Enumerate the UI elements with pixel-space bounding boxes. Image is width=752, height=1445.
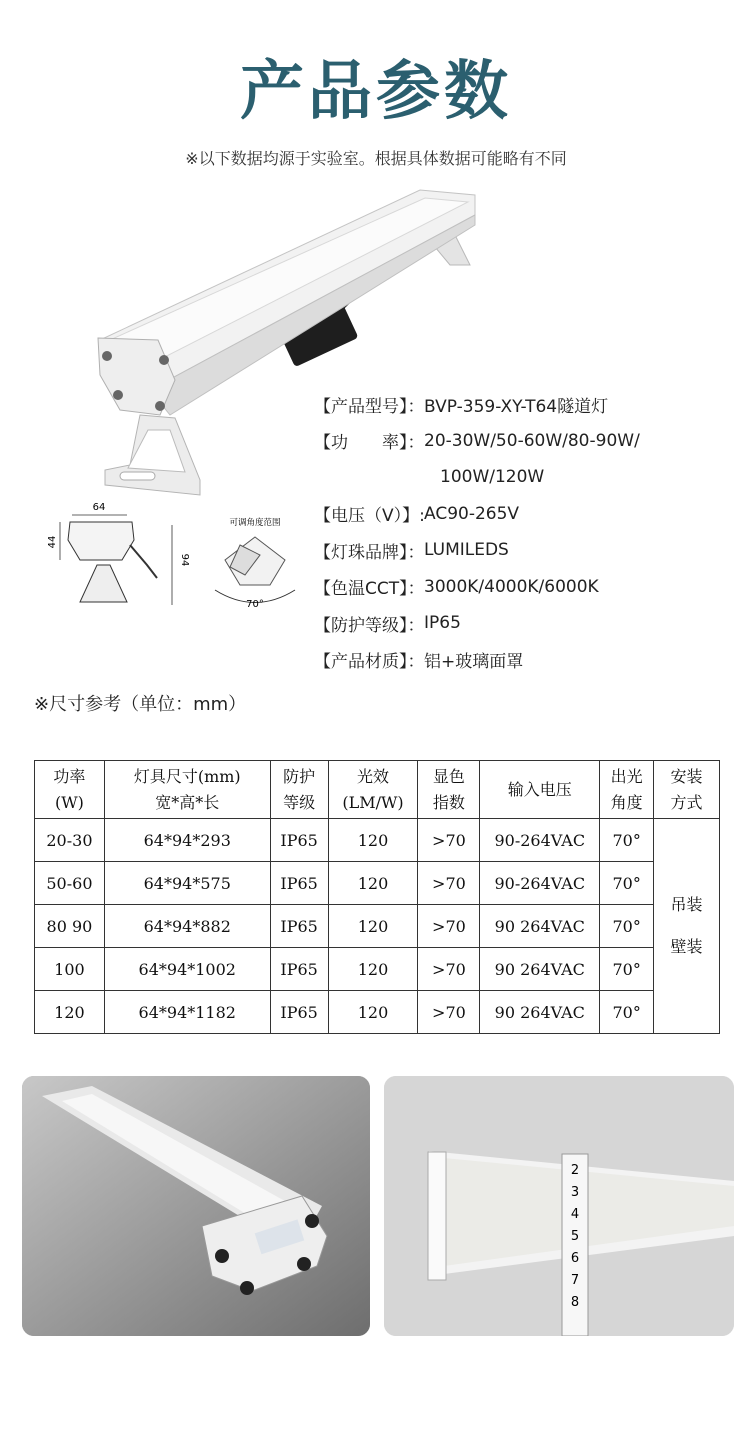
spec-value: IP65 [424, 613, 461, 634]
spec-row-model [314, 386, 744, 423]
table-cell: IP65 [270, 905, 328, 948]
table-cell: 70° [600, 862, 654, 905]
spec-list [314, 386, 744, 678]
ruler-mark: 8 [570, 1295, 580, 1310]
spec-label: 【功 率】： [314, 433, 425, 454]
spec-row-chip [314, 532, 744, 569]
dimension-drawing [42, 500, 192, 615]
ruler-mark: 7 [570, 1273, 580, 1288]
table-cell: 70° [600, 819, 654, 862]
size-note: ※尺寸参考（单位：mm） [34, 694, 247, 715]
table-cell: >70 [418, 991, 480, 1034]
table-cell: 120 [328, 819, 418, 862]
table-cell: 20-30 [35, 819, 105, 862]
spec-value: 铝+玻璃面罩 [424, 652, 524, 673]
spec-value: BVP-359-XY-T64隧道灯 [424, 396, 609, 417]
table-header-cell: 输入电压 [480, 761, 600, 819]
product-photo-ruler [384, 1076, 734, 1336]
table-cell: 120 [328, 948, 418, 991]
angle-value: 70° [246, 599, 264, 610]
table-row [35, 862, 720, 905]
table-cell: >70 [418, 819, 480, 862]
table-cell: 90-264VAC [480, 819, 600, 862]
table-cell: 64*94*1002 [104, 948, 270, 991]
spec-row-voltage [314, 496, 744, 533]
endcap-photo-graphic [22, 1076, 370, 1336]
table-header-cell: 安装 方式 [654, 761, 720, 819]
table-row [35, 905, 720, 948]
spec-row-power-cont [314, 459, 744, 496]
table-header-cell: 出光 角度 [600, 761, 654, 819]
table-header-cell: 功率 (W) [35, 761, 105, 819]
lab-data-note: ※以下数据均源于实验室。根据具体数据可能略有不同 [185, 149, 567, 168]
spec-value: 20-30W/50-60W/80-90W/ [424, 430, 640, 451]
angle-drawing [200, 515, 310, 615]
spec-label: 【色温CCT】： [314, 579, 425, 600]
table-cell: 64*94*575 [104, 862, 270, 905]
spec-label: 【产品材质】： [314, 652, 425, 673]
spec-label: 【电压（V）】: [314, 506, 425, 527]
product-photo-endcap [22, 1076, 370, 1336]
spec-row-ip [314, 605, 744, 642]
spec-value: LUMILEDS [424, 540, 509, 561]
table-cell: 64*94*293 [104, 819, 270, 862]
ruler-photo-graphic [384, 1076, 734, 1336]
spec-value: 3000K/4000K/6000K [424, 576, 599, 597]
table-cell: 120 [328, 905, 418, 948]
ruler-mark: 6 [570, 1251, 580, 1266]
table-cell: 120 [328, 991, 418, 1034]
spec-label: 【产品型号】： [314, 396, 425, 417]
table-cell: 80 90 [35, 905, 105, 948]
height-dim-label: 44 [47, 535, 58, 549]
table-row [35, 819, 720, 862]
table-cell: IP65 [270, 948, 328, 991]
spec-row-cct [314, 569, 744, 606]
spec-label: 【防护等级】： [314, 615, 425, 636]
table-cell: 64*94*882 [104, 905, 270, 948]
table-cell: IP65 [270, 991, 328, 1034]
table-cell: >70 [418, 948, 480, 991]
table-cell: 64*94*1182 [104, 991, 270, 1034]
ruler-mark: 3 [570, 1185, 580, 1200]
table-header-row [35, 761, 720, 819]
table-cell: 70° [600, 948, 654, 991]
mount-type-cell: 吊装 壁装 [654, 819, 720, 1034]
spec-value: 100W/120W [440, 467, 545, 488]
table-cell: >70 [418, 905, 480, 948]
table-row [35, 991, 720, 1034]
table-cell: 70° [600, 991, 654, 1034]
table-header-cell: 显色 指数 [418, 761, 480, 819]
table-header-cell: 光效 (LM/W) [328, 761, 418, 819]
table-header-cell: 防护 等级 [270, 761, 328, 819]
spec-label: 【灯珠品牌】： [314, 542, 425, 563]
table-header-cell: 灯具尺寸(mm) 宽*高*长 [104, 761, 270, 819]
table-cell: 120 [328, 862, 418, 905]
table-cell: 90-264VAC [480, 862, 600, 905]
table-cell: IP65 [270, 862, 328, 905]
angle-title: 可调角度范围 [229, 518, 281, 528]
spec-row-power [314, 423, 744, 460]
ruler-mark: 2 [570, 1163, 580, 1178]
param-table [34, 760, 720, 1034]
width-dim-label: 64 [92, 502, 106, 513]
ruler-mark: 5 [570, 1229, 580, 1244]
table-cell: 120 [35, 991, 105, 1034]
table-cell: 70° [600, 905, 654, 948]
page-title: 产品参数 [240, 55, 512, 129]
table-cell: 90 264VAC [480, 905, 600, 948]
ruler-mark: 4 [570, 1207, 580, 1222]
table-cell: IP65 [270, 819, 328, 862]
table-cell: 50-60 [35, 862, 105, 905]
table-cell: 90 264VAC [480, 991, 600, 1034]
table-cell: >70 [418, 862, 480, 905]
table-cell: 100 [35, 948, 105, 991]
total-height-dim-label: 94 [179, 553, 190, 567]
table-row [35, 948, 720, 991]
spec-value: AC90-265V [424, 503, 520, 524]
spec-row-material [314, 642, 744, 679]
table-cell: 90 264VAC [480, 948, 600, 991]
